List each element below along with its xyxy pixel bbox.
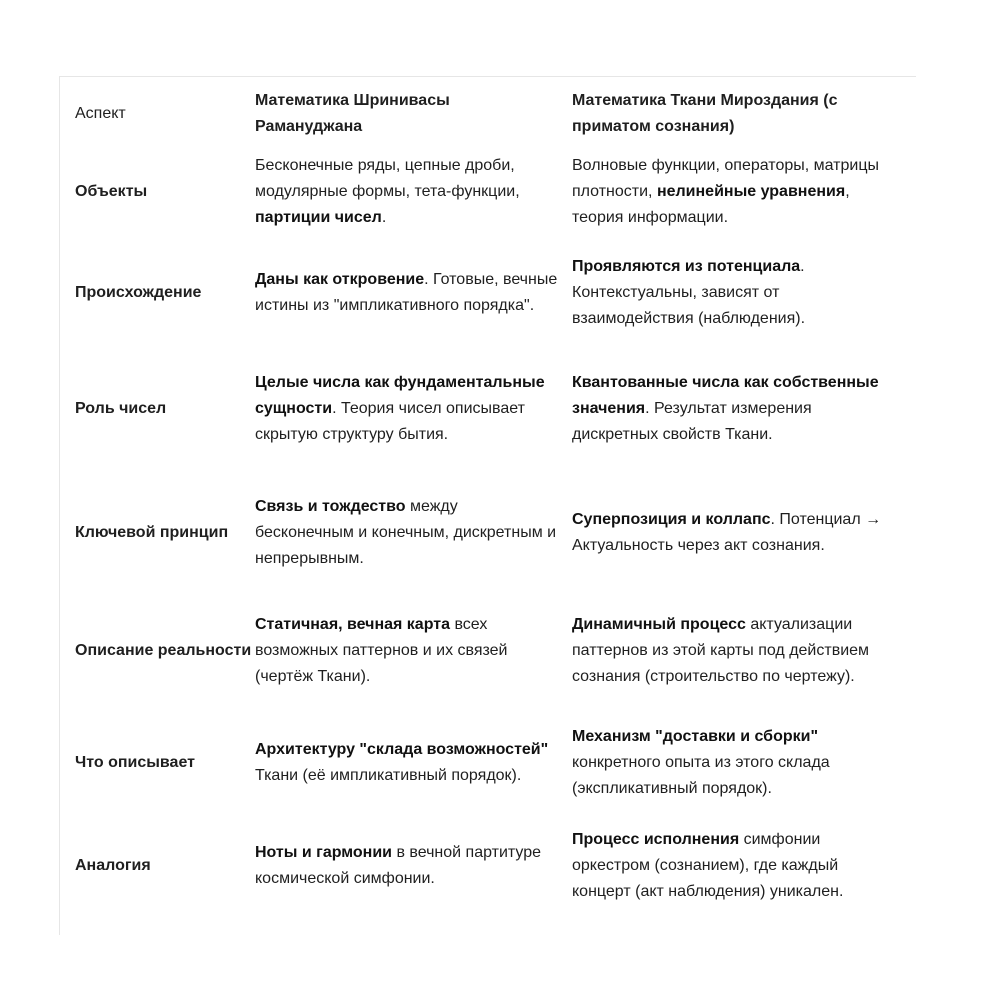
table-row [75,816,915,916]
header-aspect: Аспект [75,105,126,122]
cell-bold-text: Статичная, вечная карта [255,616,450,633]
table-row [75,710,915,816]
row-fabric-cell [572,710,915,816]
cell-bold-text: Динамичный процесс [572,616,746,633]
row-aspect: Аналогия [75,857,151,874]
cell-text: симфонии оркестром (сознанием), где каждый концерт (акт наблюдения) уникален. [572,831,844,900]
row-fabric-cell [572,592,915,710]
row-aspect: Что описывает [75,754,195,771]
cell-bold-text: Даны как откровение [255,271,425,288]
table-row [75,474,915,592]
row-aspect: Объекты [75,183,148,200]
cell-bold-text: Суперпозиция и коллапс [572,511,771,528]
row-aspect: Описание реальности [75,642,252,659]
row-ramanujan-cell [255,142,572,242]
cell-text: Волновые функции, операторы, матрицы плотности, [572,157,879,200]
cell-text: между бесконечным и конечным, дискретным и непрерывным. [255,498,557,567]
cell-bold-text: Архитектуру "склада возможностей" [255,741,549,758]
cell-bold-text: Целые числа как фундаментальные сущности [255,374,545,417]
header-ramanujan: Математика Шринивасы Рамануджана [255,92,450,135]
row-fabric-cell [572,242,915,344]
header-fabric: Математика Ткани Мироздания (с приматом сознания) [572,92,838,135]
table-header-row [75,86,915,142]
row-ramanujan-cell [255,344,572,474]
row-ramanujan-cell [255,242,572,344]
table-row [75,344,915,474]
cell-text: конкретного опыта из этого склада (экспликативный порядок). [572,754,830,797]
cell-bold-text: Ноты и гармонии [255,844,393,861]
row-aspect: Ключевой принцип [75,524,229,541]
cell-text: в вечной партитуре космической симфонии. [255,844,542,887]
cell-bold-text: Квантованные числа как собственные значения [572,374,879,417]
cell-text: Ткани (её импликативный порядок). [255,767,522,784]
cell-bold-text: Механизм "доставки и сборки" [572,728,819,745]
cell-text: . Результат измерения дискретных свойств Ткани. [572,400,812,443]
cell-text: . Теория чисел описывает скрытую структуру бытия. [255,400,525,443]
row-aspect: Роль чисел [75,400,167,417]
cell-bold-text: нелинейные уравнения [656,183,846,200]
row-ramanujan-cell [255,816,572,916]
table-row [75,242,915,344]
cell-bold-text: Связь и тождество [255,498,406,515]
row-fabric-cell [572,344,915,474]
cell-text: всех возможных паттернов и их связей (чертёж Ткани). [255,616,508,685]
table-row [75,142,915,242]
cell-bold-text: Проявляются из потенциала [572,258,801,275]
row-ramanujan-cell [255,710,572,816]
cell-bold-text: Процесс исполнения [572,831,740,848]
cell-text: . Контекстуальны, зависят от взаимодействия (наблюдения). [572,258,806,327]
cell-text: . Потенциал → Актуальность через акт сознания. [572,511,882,554]
cell-text: . Готовые, вечные истины из "импликативного порядка". [255,271,558,314]
cell-text: Бесконечные ряды, цепные дроби, модулярные формы, тета-функции, [255,157,520,200]
table-row [75,592,915,710]
row-ramanujan-cell [255,592,572,710]
row-ramanujan-cell [255,474,572,592]
row-fabric-cell [572,142,915,242]
cell-bold-text: партиции чисел [255,209,382,226]
comparison-table [75,86,915,916]
row-fabric-cell [572,816,915,916]
row-fabric-cell [572,474,915,592]
cell-text: . [381,209,387,226]
cell-text: актуализации паттернов из этой карты под действием сознания (строительство по чертежу). [572,616,870,685]
row-aspect: Происхождение [75,284,202,301]
cell-text: , теория информации. [572,183,850,226]
